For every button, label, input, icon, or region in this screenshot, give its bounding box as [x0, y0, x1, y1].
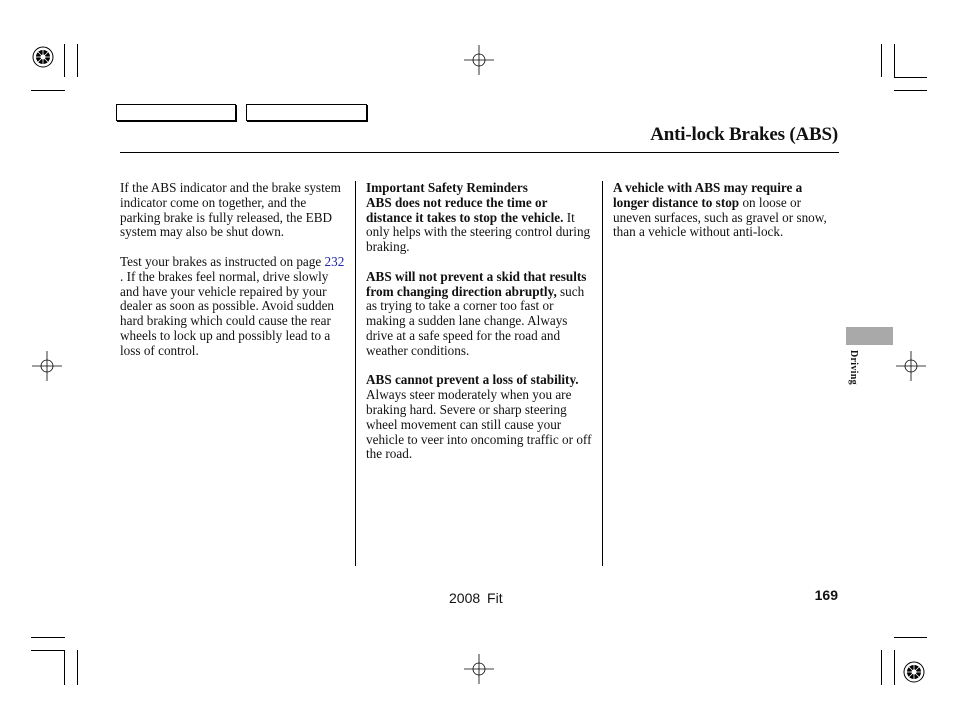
crop-mark [64, 44, 65, 77]
crop-mark [881, 44, 882, 77]
page-reference-link[interactable]: 232 [324, 253, 345, 269]
crop-mark [894, 44, 895, 77]
title-rule [120, 152, 839, 153]
text-column-3 [613, 181, 839, 255]
crop-mark [77, 650, 78, 685]
paragraph: A vehicle with ABS may require a longer distance to stop on loose or uneven surfaces, such as gravel or snow, than a vehicle without anti-lock. [613, 180, 827, 240]
nav-tab-contents[interactable] [116, 104, 236, 121]
crop-mark [77, 44, 78, 77]
registration-crosshair-icon [464, 654, 494, 684]
crop-mark [31, 90, 65, 91]
section-heading: Important Safety Reminders [366, 180, 528, 195]
column-divider [602, 181, 603, 566]
text-column-2 [366, 181, 594, 477]
registration-crosshair-icon [896, 351, 926, 381]
page-title: Anti-lock Brakes (ABS) [650, 124, 838, 145]
column-divider [355, 181, 356, 566]
page-number: 169 [814, 587, 838, 603]
crop-mark [894, 90, 927, 91]
paragraph: ABS cannot prevent a loss of stability. Always steer moderately when you are braking hard. Severe or sharp steering wheel movement can still cause your vehicle to veer into oncoming traffic or off the road. [366, 372, 592, 462]
registration-crosshair-icon [464, 45, 494, 75]
section-tab-label: Driving [848, 350, 859, 385]
crop-mark [894, 77, 927, 78]
crop-mark [31, 637, 65, 638]
nav-tab-index[interactable] [246, 104, 367, 121]
crop-mark [894, 650, 895, 685]
rosette-icon [32, 46, 54, 68]
crop-mark [31, 650, 65, 651]
text-column-1 [120, 181, 348, 373]
crop-mark [64, 650, 65, 685]
paragraph: Important Safety Reminders ABS does not reduce the time or distance it takes to stop the vehicle. It only helps with the steering control during braking. [366, 181, 594, 255]
section-tab-marker[interactable] [846, 327, 893, 345]
crop-mark [881, 650, 882, 685]
crop-mark [894, 637, 927, 638]
paragraph: Test your brakes as instructed on page 232 . If the brakes feel normal, drive slowly and have your vehicle repaired by your dealer as soon as possible. Avoid sudden hard braking which could cause the rear wheels to lock up and possibly lead to a loss of control. [120, 253, 345, 358]
footer-model-name: 2008 Fit [449, 590, 503, 606]
paragraph: ABS will not prevent a skid that results from changing direction abruptly, such as trying to take a corner too fast or making a sudden lane change. Always drive at a safe speed for the road and weather conditions. [366, 268, 587, 358]
registration-crosshair-icon [32, 351, 62, 381]
paragraph: If the ABS indicator and the brake system indicator come on together, and the parking brake is fully released, the EBD system may also be shut down. [120, 180, 341, 240]
rosette-icon [903, 661, 925, 683]
